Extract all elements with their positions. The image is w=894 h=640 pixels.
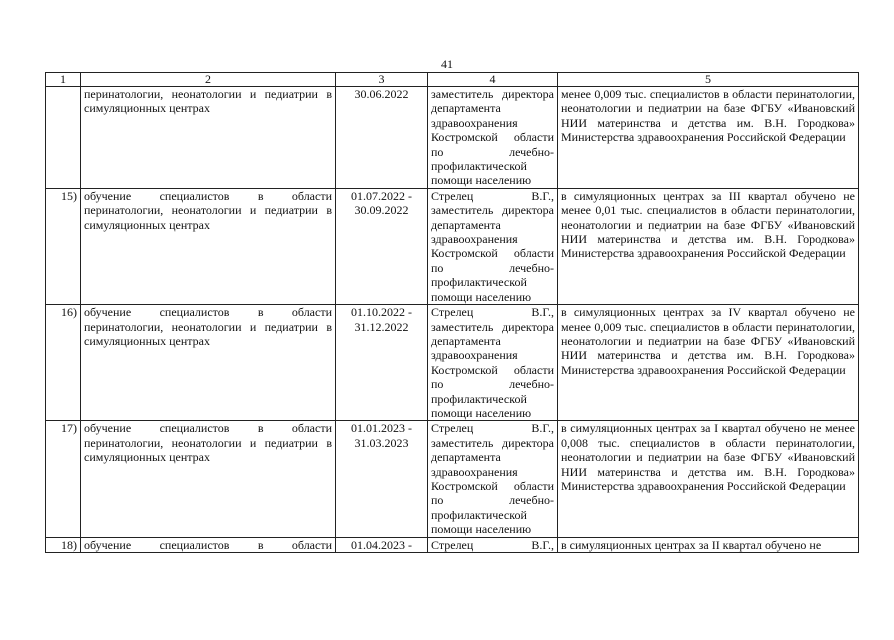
plan-table	[45, 72, 859, 553]
column-header-1: 1	[46, 73, 81, 87]
period-cell: 01.10.2022 - 31.12.2022	[336, 305, 428, 421]
column-header-5: 5	[558, 73, 859, 87]
table-row	[46, 188, 859, 304]
responsible-cell: Стрелец В.Г.,	[428, 537, 558, 552]
column-header-2: 2	[81, 73, 336, 87]
result-cell: в симуляционных центрах за I квартал обучено не менее 0,008 тыс. специалистов в области перинатологии, неонатологии и педиатрии на базе ФГБУ «Ивановский НИИ материнства и детства им. В.Н. Городкова» Министерства здравоохранения Российской Федерации	[558, 421, 859, 537]
table-row	[46, 305, 859, 421]
table-header-row	[46, 73, 859, 87]
period-cell: 01.04.2023 -	[336, 537, 428, 552]
page-number: 41	[441, 57, 453, 71]
result-cell: менее 0,009 тыс. специалистов в области перинатологии, неонатологии и педиатрии на базе ФГБУ «Ивановский НИИ материнства и детства им. В.Н. Городкова» Министерства здравоохранения Российской Федерации	[558, 87, 859, 189]
result-cell: в симуляционных центрах за II квартал обучено не	[558, 537, 859, 552]
period-cell: 30.06.2022	[336, 87, 428, 189]
result-cell: в симуляционных центрах за III квартал обучено не менее 0,01 тыс. специалистов в области перинатологии, неонатологии и педиатрии на базе ФГБУ «Ивановский НИИ материнства и детства им. В.Н. Городкова» Министерства здравоохранения Российской Федерации	[558, 188, 859, 304]
activity-cell: обучение специалистов в области перинатологии, неонатологии и педиатрии в симуляционных центрах	[81, 188, 336, 304]
column-header-4: 4	[428, 73, 558, 87]
responsible-cell: заместитель директора департамента здравоохранения Костромской области по лечебно-профилактической помощи населению	[428, 87, 558, 189]
row-number-cell: 15)	[46, 188, 81, 304]
responsible-cell: Стрелец В.Г., заместитель директора департамента здравоохранения Костромской области по лечебно-профилактической помощи населению	[428, 188, 558, 304]
responsible-cell: Стрелец В.Г., заместитель директора департамента здравоохранения Костромской области по лечебно-профилактической помощи населению	[428, 421, 558, 537]
row-number-cell: 18)	[46, 537, 81, 552]
column-header-3: 3	[336, 73, 428, 87]
activity-cell: перинатологии, неонатологии и педиатрии в симуляционных центрах	[81, 87, 336, 189]
activity-cell: обучение специалистов в области перинатологии, неонатологии и педиатрии в симуляционных центрах	[81, 305, 336, 421]
activity-cell: обучение специалистов в области перинатологии, неонатологии и педиатрии в симуляционных центрах	[81, 421, 336, 537]
table-row	[46, 421, 859, 537]
table-row	[46, 87, 859, 189]
activity-cell: обучение специалистов в области	[81, 537, 336, 552]
table-row	[46, 537, 859, 552]
responsible-cell: Стрелец В.Г., заместитель директора департамента здравоохранения Костромской области по лечебно-профилактической помощи населению	[428, 305, 558, 421]
row-number-cell	[46, 87, 81, 189]
period-cell: 01.01.2023 - 31.03.2023	[336, 421, 428, 537]
row-number-cell: 16)	[46, 305, 81, 421]
period-cell: 01.07.2022 - 30.09.2022	[336, 188, 428, 304]
result-cell: в симуляционных центрах за IV квартал обучено не менее 0,009 тыс. специалистов в области перинатологии, неонатологии и педиатрии на базе ФГБУ «Ивановский НИИ материнства и детства им. В.Н. Городкова» Министерства здравоохранения Российской Федерации	[558, 305, 859, 421]
row-number-cell: 17)	[46, 421, 81, 537]
